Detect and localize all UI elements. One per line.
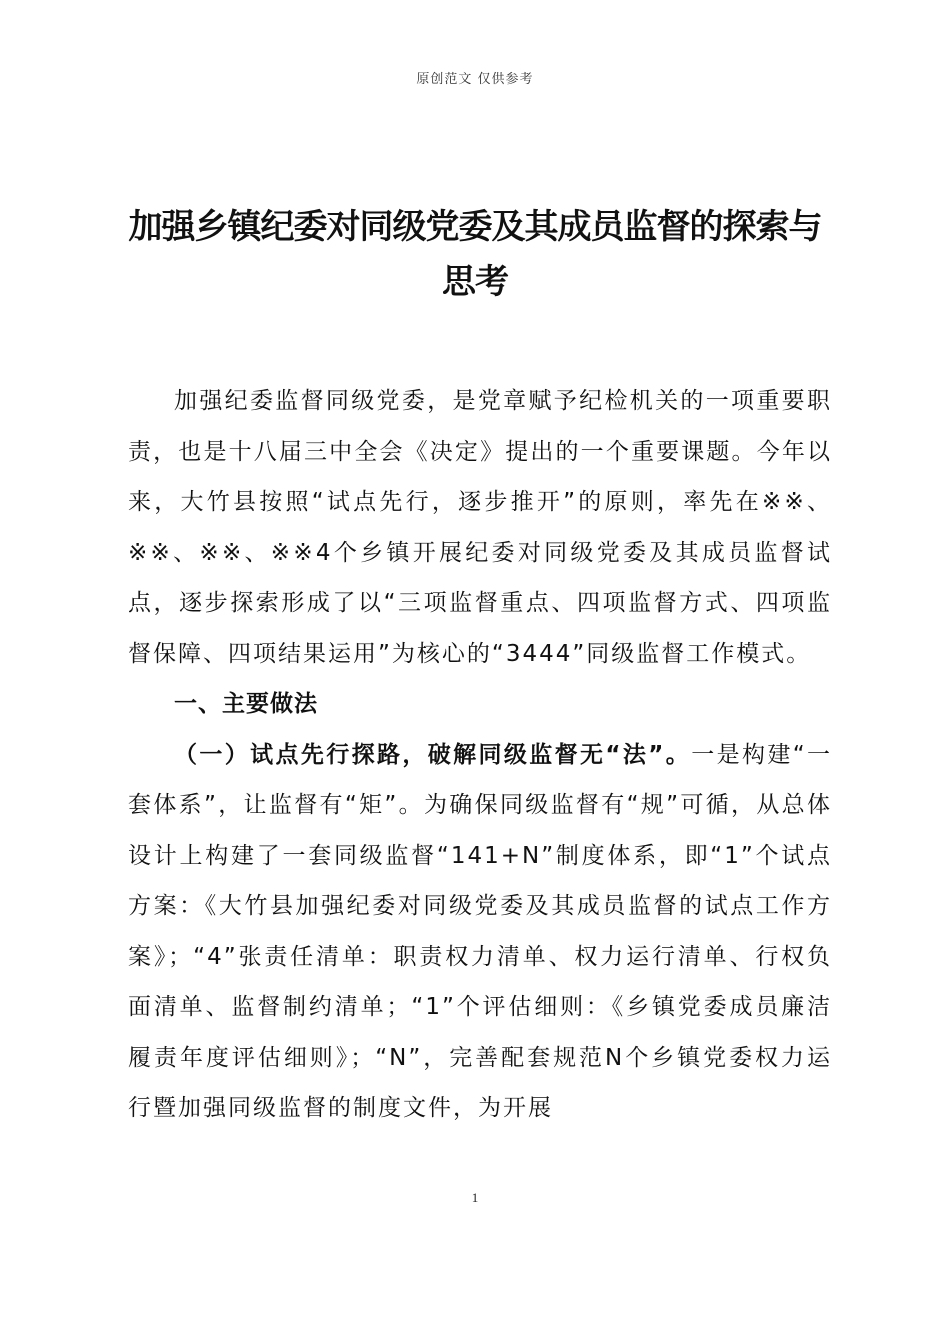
document-title: 加强乡镇纪委对同级党委及其成员监督的探索与思考	[128, 207, 822, 302]
intro-paragraph: 加强纪委监督同级党委，是党章赋予纪检机关的一项重要职责，也是十八届三中全会《决定》提出的一个重要课题。今年以来，大竹县按照“试点先行，逐步推开”的原则，率先在※※、※※、※※、※※4个乡镇开展纪委对同级党委及其成员监督试点，逐步探索形成了以“三项监督重点、四项监督方式、四项监督保障、四项结果运用”为核心的“3444”同级监督工作模式。	[128, 388, 832, 667]
header-note: 原创范文 仅供参考	[416, 72, 534, 87]
subsection-paragraph	[128, 730, 832, 1134]
document-body	[128, 376, 832, 1134]
section-heading: 一、主要做法	[174, 691, 318, 717]
page-number: 1	[471, 1190, 479, 1205]
subsection-lead: （一）试点先行探路，破解同级监督无“法”。	[174, 741, 692, 768]
subsection-text: 一是构建“一套体系”，让监督有“矩”。为确保同级监督有“规”可循，从总体设计上构建了一套同级监督“141+N”制度体系，即“1”个试点方案：《大竹县加强纪委对同级党委及其成员监督的试点工作方案》；“4”张责任清单：职责权力清单、权力运行清单、行权负面清单、监督制约清单；“1”个评估细则：《乡镇党委成员廉洁履责年度评估细则》；“N”，完善配套规范N个乡镇党委权力运行暨加强同级监督的制度文件，为开展	[128, 741, 832, 1121]
